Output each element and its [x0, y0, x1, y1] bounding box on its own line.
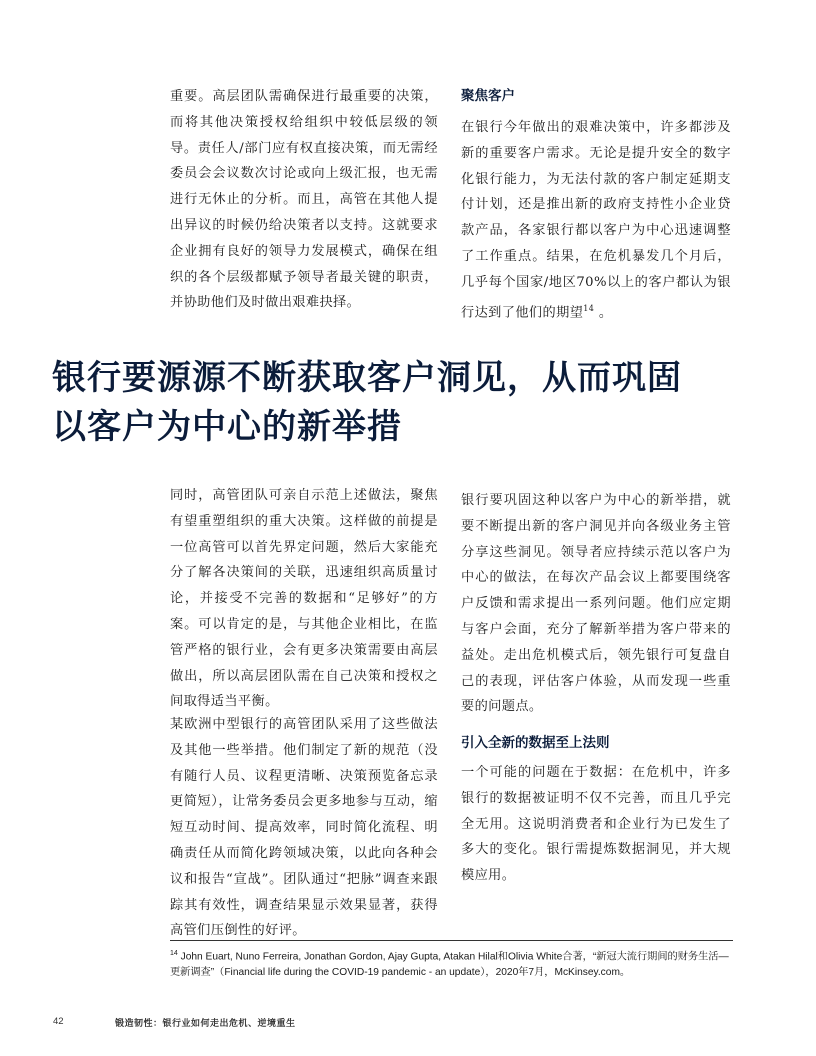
sidebar-text-end: 。 [594, 304, 613, 320]
running-title: 锻造韧性：银行业如何走出危机、逆境重生 [115, 1019, 296, 1029]
right-paragraph-1: 银行要巩固这种以客户为中心的新举措，就要不断提出新的客户洞见并向各级业务主管分享这些洞见。领导者应持续示范以客户为中心的做法，在每次产品会议上都要围绕客户反馈和需求提出一系列问题。他们应定期与客户会面，充分了解新举措为客户带来的益处。走出危机模式后，领先银行可复盘自己的表现，评估客户体验，从而发现一些重要的问题点。 [461, 493, 731, 715]
right-subheading: 引入全新的数据至上法则 [461, 735, 610, 751]
section-heading: 银行要源源不断获取客户洞见，从而巩固以客户为中心的新举措 [52, 358, 682, 447]
footnote-reference[interactable]: 14 [583, 303, 595, 313]
footnote-divider [170, 940, 733, 941]
left-paragraph-2: 某欧洲中型银行的高管团队采用了这些做法及其他一些举措。他们制定了新的规范（没有随行人员、议程更清晰、决策预览备忘录更简短），让常务委员会更多地参与互动，缩短互动时间、提高效率，同时简化流程、明确责任从而简化跨领域决策，以此向各种会议和报告“宣战”。团队通过“把脉”调查来跟踪其有效性，调查结果显示效果显著，获得高管们压倒性的好评。 [170, 717, 438, 939]
sidebar-heading: 聚焦客户 [461, 88, 515, 104]
left-paragraph-1: 同时，高管团队可亲自示范上述做法，聚焦有望重塑组织的重大决策。这样做的前提是一位高管可以首先界定问题，然后大家能充分了解各决策间的关联，迅速组织高质量讨论，并接受不完善的数据和“足够好”的方案。可以肯定的是，与其他企业相比，在监管严格的银行业，会有更多决策需要由高层做出，所以高层团队需在自己决策和授权之间取得适当平衡。 [170, 488, 438, 710]
footnote-text: John Euart, Nuno Ferreira, Jonathan Gordon, Ajay Gupta, Atakan Hilal和Olivia White合著，“新冠大流行期间的财务生活—更新调查”（Financial life during the COVID-19 pandemic - an update），2020年7月，McKinsey.com。 [170, 951, 729, 978]
intro-paragraph: 重要。高层团队需确保进行最重要的决策，而将其他决策授权给组织中较低层级的领导。责任人/部门应有权直接决策，而无需经委员会会议数次讨论或向上级汇报，也无需进行无休止的分析。而且，高管在其他人提出异议的时候仍给决策者以支持。这就要求企业拥有良好的领导力发展模式，确保在组织的各个层级都赋予领导者最关键的职责，并协助他们及时做出艰难抉择。 [170, 89, 438, 311]
sidebar-text: 在银行今年做出的艰难决策中，许多都涉及新的重要客户需求。无论是提升安全的数字化银行能力，为无法付款的客户制定延期支付计划，还是推出新的政府支持性小企业贷款产品，各家银行都以客户为中心迅速调整了工作重点。结果，在危机暴发几个月后，几乎每个国家/地区70%以上的客户都认为银行达到了他们的期望 [461, 120, 731, 320]
right-paragraph-2: 一个可能的问题在于数据：在危机中，许多银行的数据被证明不仅不完善，而且几乎完全无用。这说明消费者和企业行为已发生了多大的变化。银行需提炼数据洞见，并大规模应用。 [461, 765, 731, 884]
footnote [170, 946, 730, 980]
page-number: 42 [53, 1016, 64, 1027]
footnote-number: 14 [170, 950, 178, 957]
sidebar-paragraph [461, 115, 731, 326]
